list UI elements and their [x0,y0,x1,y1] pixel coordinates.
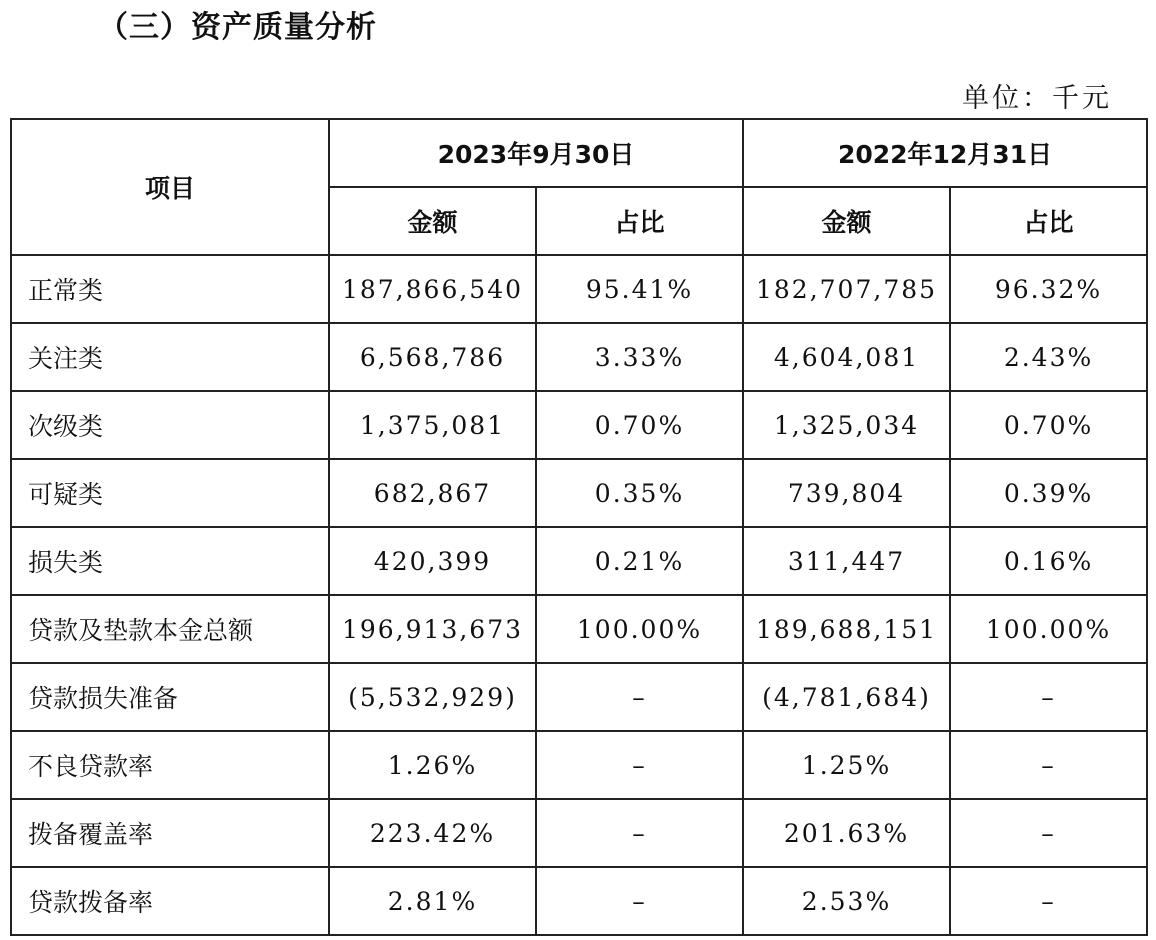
table-row [11,799,1147,867]
table-row [11,731,1147,799]
amount-2023: 682,867 [329,459,536,527]
ratio-2023: – [536,731,743,799]
ratio-header: 占比 [536,187,743,255]
header-row-periods [11,119,1147,187]
table-row [11,391,1147,459]
table-row [11,867,1147,935]
ratio-header: 占比 [950,187,1147,255]
row-label: 正常类 [11,255,329,323]
row-label: 关注类 [11,323,329,391]
amount-2023: 1.26% [329,731,536,799]
ratio-2023: 95.41% [536,255,743,323]
amount-2022: 182,707,785 [743,255,950,323]
amount-header: 金额 [743,187,950,255]
ratio-2023: 0.21% [536,527,743,595]
amount-2022: 201.63% [743,799,950,867]
ratio-2022: 0.39% [950,459,1147,527]
amount-2022: 4,604,081 [743,323,950,391]
table-row [11,323,1147,391]
table-row [11,459,1147,527]
period-header-2022: 2022年12月31日 [743,119,1147,187]
table-row [11,527,1147,595]
ratio-2023: 3.33% [536,323,743,391]
row-label: 不良贷款率 [11,731,329,799]
amount-2023: 6,568,786 [329,323,536,391]
amount-2022: (4,781,684) [743,663,950,731]
row-label: 贷款及垫款本金总额 [11,595,329,663]
table-row [11,255,1147,323]
ratio-2022: 2.43% [950,323,1147,391]
asset-quality-table [10,118,1148,936]
ratio-2022: – [950,867,1147,935]
ratio-2023: – [536,799,743,867]
amount-2023: 420,399 [329,527,536,595]
table-row [11,663,1147,731]
ratio-2022: 96.32% [950,255,1147,323]
row-label: 次级类 [11,391,329,459]
row-label: 可疑类 [11,459,329,527]
ratio-2023: 0.70% [536,391,743,459]
ratio-2023: 100.00% [536,595,743,663]
amount-2023: 2.81% [329,867,536,935]
unit-label: 单位：千元 [962,83,1112,114]
amount-2022: 739,804 [743,459,950,527]
ratio-2022: – [950,731,1147,799]
row-label: 贷款损失准备 [11,663,329,731]
amount-2023: (5,532,929) [329,663,536,731]
amount-2023: 223.42% [329,799,536,867]
amount-2022: 311,447 [743,527,950,595]
ratio-2023: – [536,663,743,731]
ratio-2022: 0.16% [950,527,1147,595]
ratio-2022: – [950,663,1147,731]
row-label: 拨备覆盖率 [11,799,329,867]
amount-2022: 1.25% [743,731,950,799]
ratio-2023: – [536,867,743,935]
amount-2022: 2.53% [743,867,950,935]
ratio-2023: 0.35% [536,459,743,527]
row-label: 贷款拨备率 [11,867,329,935]
amount-2023: 196,913,673 [329,595,536,663]
amount-2022: 1,325,034 [743,391,950,459]
amount-2023: 187,866,540 [329,255,536,323]
amount-2022: 189,688,151 [743,595,950,663]
period-header-2023: 2023年9月30日 [329,119,743,187]
table-row [11,595,1147,663]
ratio-2022: 0.70% [950,391,1147,459]
section-heading: （三）资产质量分析 [98,10,377,45]
item-header: 项目 [11,119,329,255]
amount-2023: 1,375,081 [329,391,536,459]
ratio-2022: – [950,799,1147,867]
amount-header: 金额 [329,187,536,255]
row-label: 损失类 [11,527,329,595]
ratio-2022: 100.00% [950,595,1147,663]
